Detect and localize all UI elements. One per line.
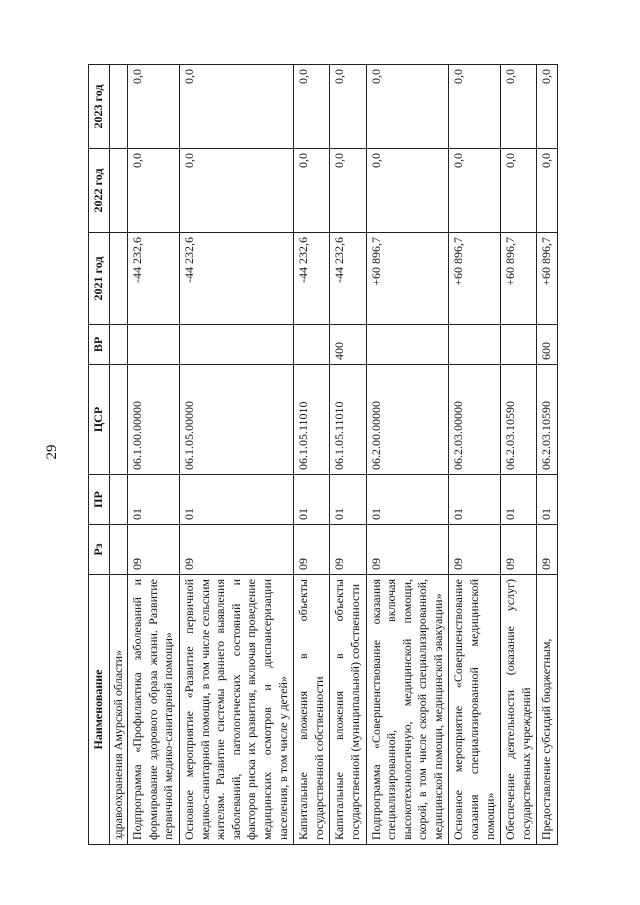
table-row (330, 65, 366, 845)
cell-2023: 0,0 (501, 65, 537, 149)
cell-rz: 09 (537, 525, 558, 575)
cell-vr (294, 325, 330, 365)
table-row (128, 65, 180, 845)
table-row (449, 65, 501, 845)
table-row (501, 65, 537, 845)
cell-csr: 06.2.03.10590 (537, 365, 558, 475)
cell-vr: 600 (537, 325, 558, 365)
cell-name: Подпрограмма «Профилактика заболеваний и формирование здорового образа жизни. Развитие первичной медико-санитарной помощи» (128, 575, 180, 845)
cell-2021: +60 896,7 (449, 233, 501, 325)
cell-vr (128, 325, 180, 365)
table-row (537, 65, 558, 845)
cell-pr: 01 (128, 475, 180, 525)
cell-2023: 0,0 (366, 65, 449, 149)
cell-2023: 0,0 (294, 65, 330, 149)
cell-vr (449, 325, 501, 365)
cell-pr: 01 (501, 475, 537, 525)
cell-2022: 0,0 (128, 149, 180, 233)
cell-vr (179, 325, 293, 365)
cell-csr: 06.2.03.00000 (449, 365, 501, 475)
cell-2022: 0,0 (449, 149, 501, 233)
col-header-name: Наименование (89, 575, 110, 845)
cell-pr: 01 (294, 475, 330, 525)
cell-2022: 0,0 (366, 149, 449, 233)
col-header-rz: Рз (89, 525, 110, 575)
cell-2021: -44 232,6 (179, 233, 293, 325)
cell-vr: 400 (330, 325, 366, 365)
col-header-pr: ПР (89, 475, 110, 525)
cell-2023: 0,0 (537, 65, 558, 149)
col-header-2023: 2023 год (89, 65, 110, 149)
cell-name: Основное мероприятие «Совершенствование оказания специализированной медицинской помощи» (449, 575, 501, 845)
cell-name: Капитальные вложения в объекты государственной (муниципальной) собственности (330, 575, 366, 845)
cell-pr: 01 (449, 475, 501, 525)
cell-csr: 06.2.00.00000 (366, 365, 449, 475)
cell-2022: 0,0 (179, 149, 293, 233)
cell-2021: +60 896,7 (501, 233, 537, 325)
cell-vr (501, 325, 537, 365)
cell-2021: -44 232,6 (330, 233, 366, 325)
cell-name: здравоохранения Амурской области» (109, 575, 128, 845)
cell-2022: 0,0 (330, 149, 366, 233)
cell-2021: +60 896,7 (366, 233, 449, 325)
table-header-row (89, 65, 110, 845)
cell-pr: 01 (179, 475, 293, 525)
cell-name: Предоставление субсидий бюджетным, (537, 575, 558, 845)
cell-rz: 09 (366, 525, 449, 575)
col-header-2021: 2021 год (89, 233, 110, 325)
cell-rz: 09 (128, 525, 180, 575)
cell-2021: -44 232,6 (128, 233, 180, 325)
col-header-2022: 2022 год (89, 149, 110, 233)
cell-vr (366, 325, 449, 365)
cell-2022: 0,0 (294, 149, 330, 233)
cell-2023: 0,0 (449, 65, 501, 149)
cell-csr: 06.1.05.00000 (179, 365, 293, 475)
cell-pr: 01 (537, 475, 558, 525)
cell-name: Основное мероприятие «Развитие первичной медико-санитарной помощи, в том числе сельским жителям. Развитие системы раннего выявления заболеваний, патологических состояний и факторов риска их развития, включая проведение медицинских осмотров и диспансеризации населения, в том числе у детей» (179, 575, 293, 845)
cell-rz: 09 (179, 525, 293, 575)
cell-2023: 0,0 (330, 65, 366, 149)
cell-csr: 06.2.03.10590 (501, 365, 537, 475)
cell-csr: 06.1.05.11010 (330, 365, 366, 475)
cell-csr: 06.1.05.11010 (294, 365, 330, 475)
cell-name: Обеспечение деятельности (оказание услуг) государственных учреждений (501, 575, 537, 845)
cell-rz: 09 (294, 525, 330, 575)
cell-rz: 09 (501, 525, 537, 575)
table-row (366, 65, 449, 845)
col-header-vr: ВР (89, 325, 110, 365)
cell-csr: 06.1.00.00000 (128, 365, 180, 475)
cell-2021: +60 896,7 (537, 233, 558, 325)
table-row (179, 65, 293, 845)
table-row-continuation (109, 65, 128, 845)
table-row (294, 65, 330, 845)
col-header-csr: ЦСР (89, 365, 110, 475)
cell-2023: 0,0 (179, 65, 293, 149)
cell-rz: 09 (330, 525, 366, 575)
cell-2023: 0,0 (128, 65, 180, 149)
cell-2022: 0,0 (537, 149, 558, 233)
cell-name: Капитальные вложения в объекты государственной собственности (294, 575, 330, 845)
cell-2022: 0,0 (501, 149, 537, 233)
cell-pr: 01 (366, 475, 449, 525)
cell-rz: 09 (449, 525, 501, 575)
budget-table-container (88, 65, 558, 845)
cell-pr: 01 (330, 475, 366, 525)
cell-2021: -44 232,6 (294, 233, 330, 325)
budget-table (88, 64, 558, 845)
page-number: 29 (44, 444, 60, 460)
cell-name: Подпрограмма «Совершенствование оказания специализированной, включая высокотехнологичную, медицинской помощи, скорой, в том числе скорой специализированной, медицинской помощи, медицинской эвакуации» (366, 575, 449, 845)
